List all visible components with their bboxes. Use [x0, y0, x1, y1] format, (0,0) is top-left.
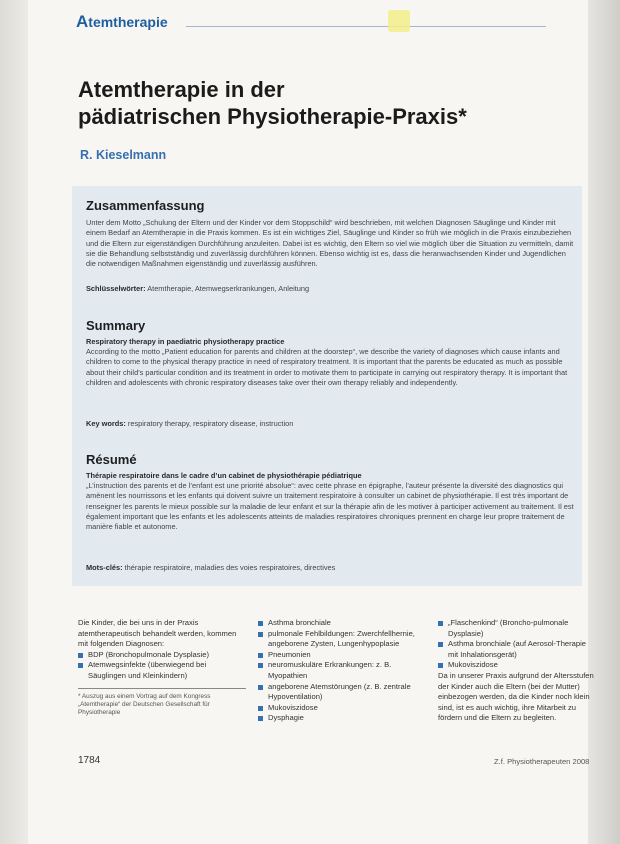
article-title	[78, 76, 558, 130]
summary-keywords	[86, 419, 574, 428]
diagnosis-list	[78, 650, 246, 682]
summary-body: According to the motto „Patient education for parents and children at the doorstep“, we describe the variety of diagnoses which cause infants and children to come to the physical therapy practice in need of respiratory treatment. It is important that the parents be educated as much as possible about their child’s particular condition and its treatment in order to motivate them to participate in carrying out respiratory therapy. It is important that children and adolescents with chronic respiratory diseases take over their own therapy reliably and independently.	[86, 347, 568, 387]
list-item: Mukoviszidose	[258, 703, 426, 714]
list-item: Mukoviszidose	[438, 660, 598, 671]
keywords-text: Atemtherapie, Atemwegserkrankungen, Anleitung	[147, 284, 310, 293]
column-3	[438, 618, 598, 724]
list-item: Asthma bronchiale	[258, 618, 426, 629]
resume-heading: Résumé	[86, 452, 137, 467]
list-item: neuromuskuläre Erkrankungen: z. B. Myopathien	[258, 660, 426, 681]
column-2	[258, 618, 426, 724]
keywords-label: Key words:	[86, 419, 126, 428]
list-item: pulmonale Fehlbildungen: Zwerchfellhernie, angeborene Zysten, Lungenhypoplasie	[258, 629, 426, 650]
list-item: angeborene Atemstörungen (z. B. zentrale Hypoventilation)	[258, 682, 426, 703]
keywords-label: Schlüsselwörter:	[86, 284, 146, 293]
title-line-1: Atemtherapie in der	[78, 77, 285, 102]
summary-heading: Summary	[86, 318, 146, 333]
keywords-text: respiratory therapy, respiratory disease, instruction	[127, 419, 294, 428]
list-item: Atemwegsinfekte (überwiegend bei Säuglingen und Kleinkindern)	[78, 660, 246, 681]
footnote: * Auszug aus einem Vortrag auf dem Kongress „Atemtherapie“ der Deutschen Gesellschaft für Physiotherapie	[78, 688, 246, 718]
column-3-body: Da in unserer Praxis aufgrund der Altersstufen der Kinder auch die Eltern (bei der Mutter) einbezogen werden, da die Kinder noch klein sind, ist es auch wichtig, ihre Mitarbeit zu fördern und die Eltern zu begleiten.	[438, 670, 594, 723]
zusammenfassung-heading: Zusammenfassung	[86, 198, 205, 213]
zusammenfassung-keywords	[86, 284, 574, 293]
resume-body: „L’instruction des parents et de l’enfant est une priorité absolue“: avec cette phrase en épigraphe, l’auteur présente la diversité des diagnostics qui amènent les nourrissons et les enfants qui doivent suivre un traitement respiratoire à consulter un cabinet de physiothérapie. Il est très important de renseigner les parents le mieux possible sur la maladie de leur enfant et sur la thérapie afin de les motiver à participer activement au traitement. Il est également important que les enfants et les adolescents atteints de maladies respiratoires chroniques prennent en charge leur propre traitement de manière fiable et autonome.	[86, 481, 574, 532]
resume-keywords	[86, 563, 574, 572]
column-1-intro: Die Kinder, die bei uns in der Praxis atemtherapeutisch behandelt werden, kommen mit folgenden Diagnosen:	[78, 618, 237, 649]
author: R. Kieselmann	[80, 148, 167, 162]
list-item: Asthma bronchiale (auf Aerosol-Therapie mit Inhalationsgerät)	[438, 639, 598, 660]
page-binding-shadow	[0, 0, 28, 844]
keywords-label: Mots-clés:	[86, 563, 123, 572]
section-header	[76, 8, 546, 36]
title-line-2: pädiatrischen Physiotherapie-Praxis*	[78, 104, 467, 129]
section-label	[76, 12, 168, 32]
page-number: 1784	[78, 755, 101, 766]
column-1	[78, 618, 246, 718]
zusammenfassung-body: Unter dem Motto „Schulung der Eltern und der Kinder vor dem Stoppschild“ wird beschrieben, mit welchen Diagnosen Säuglinge und Kinder mit einem Bedarf an Atemtherapie in die Praxis kommen. Es ist ein wichtiges Ziel, Säuglinge und Kinder so früh wie möglich in die Praxis einzubeziehen und die Eltern zur eigenständigen Durchführung anzuleiten. Dabei ist es wichtig, den Eltern so viel wie möglich über die Situation zu vermitteln, damit sie die Behandlung selbstständig und zuverlässig durchführen können. Ebenso wichtig ist es, dass die heranwachsenden Kinder und Jugendlichen die notwendigen Maßnahmen eigenständig und zuverlässig ausführen.	[86, 218, 574, 269]
header-rule	[186, 26, 546, 27]
journal-name: Z.f. Physiotherapeuten 2008	[494, 757, 590, 766]
diagnosis-list	[258, 618, 426, 724]
keywords-text: thérapie respiratoire, maladies des voies respiratoires, directives	[124, 563, 336, 572]
section-initial: A	[76, 12, 89, 31]
list-item: BDP (Bronchopulmonale Dysplasie)	[78, 650, 246, 661]
list-item: Pneumonien	[258, 650, 426, 661]
resume-subtitle: Thérapie respiratoire dans le cadre d’un cabinet de physiothérapie pédiatrique	[86, 471, 362, 480]
highlighter-mark	[388, 10, 410, 32]
list-item: Dysphagie	[258, 713, 426, 724]
section-rest: temtherapie	[88, 14, 168, 30]
summary-subtitle: Respiratory therapy in paediatric physiotherapy practice	[86, 337, 285, 346]
list-item: „Flaschenkind“ (Broncho-pulmonale Dysplasie)	[438, 618, 598, 639]
diagnosis-list	[438, 618, 598, 671]
abstract-box	[72, 186, 582, 586]
